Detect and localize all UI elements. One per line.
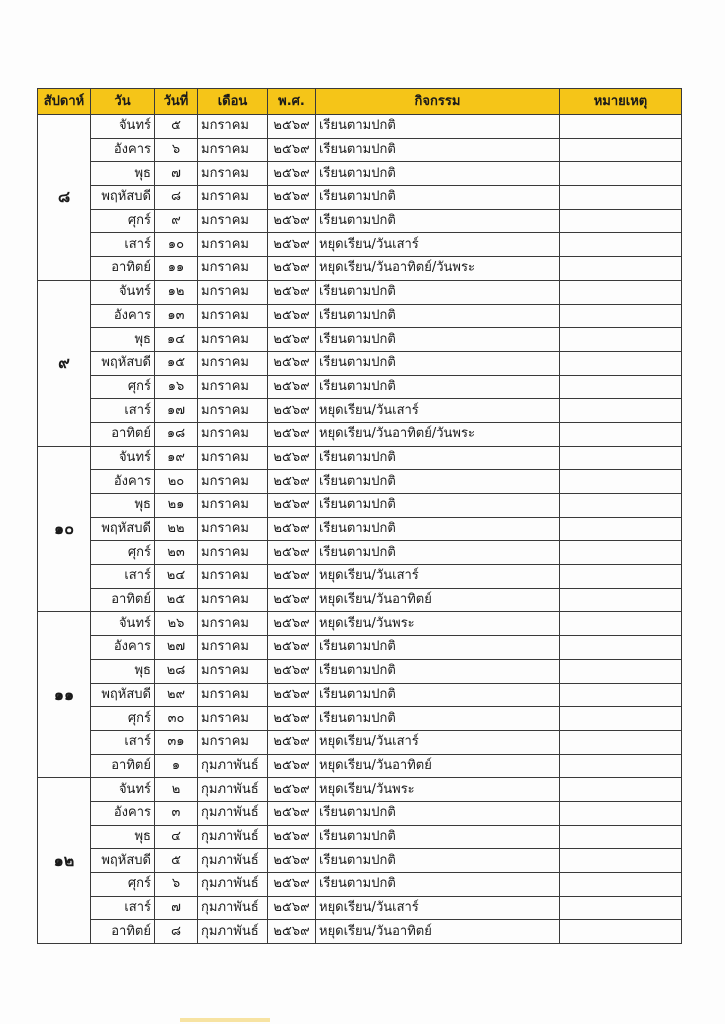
activity-cell: เรียนตามปกติ (316, 470, 560, 494)
note-cell (560, 470, 682, 494)
month-cell: มกราคม (198, 565, 268, 589)
activity-cell: เรียนตามปกติ (316, 138, 560, 162)
date-cell: ๒๘ (155, 659, 198, 683)
day-cell: ศุกร์ (91, 541, 155, 565)
day-cell: พฤหัสบดี (91, 517, 155, 541)
month-cell: มกราคม (198, 541, 268, 565)
day-cell: ศุกร์ (91, 707, 155, 731)
table-row (38, 825, 682, 849)
table-row (38, 233, 682, 257)
note-cell (560, 209, 682, 233)
table-row (38, 612, 682, 636)
day-cell: อังคาร (91, 636, 155, 660)
date-cell: ๒๑ (155, 494, 198, 518)
schedule-table (37, 88, 682, 944)
year-cell: ๒๕๖๙ (268, 280, 316, 304)
year-cell: ๒๕๖๙ (268, 517, 316, 541)
header-month: เดือน (198, 89, 268, 115)
note-cell (560, 849, 682, 873)
table-row (38, 707, 682, 731)
month-cell: มกราคม (198, 517, 268, 541)
month-cell: มกราคม (198, 707, 268, 731)
day-cell: อาทิตย์ (91, 754, 155, 778)
date-cell: ๖ (155, 873, 198, 897)
note-cell (560, 304, 682, 328)
month-cell: กุมภาพันธ์ (198, 849, 268, 873)
note-cell (560, 707, 682, 731)
date-cell: ๑๘ (155, 422, 198, 446)
month-cell: มกราคม (198, 470, 268, 494)
month-cell: กุมภาพันธ์ (198, 896, 268, 920)
day-cell: พฤหัสบดี (91, 186, 155, 210)
header-activity: กิจกรรม (316, 89, 560, 115)
date-cell: ๒๙ (155, 683, 198, 707)
year-cell: ๒๕๖๙ (268, 588, 316, 612)
month-cell: กุมภาพันธ์ (198, 920, 268, 944)
month-cell: มกราคม (198, 351, 268, 375)
month-cell: มกราคม (198, 683, 268, 707)
table-row (38, 636, 682, 660)
month-cell: มกราคม (198, 730, 268, 754)
table-row (38, 873, 682, 897)
activity-cell: เรียนตามปกติ (316, 659, 560, 683)
date-cell: ๘ (155, 920, 198, 944)
activity-cell: หยุดเรียน/วันเสาร์ (316, 399, 560, 423)
day-cell: พุธ (91, 494, 155, 518)
note-cell (560, 825, 682, 849)
table-row (38, 541, 682, 565)
activity-cell: เรียนตามปกติ (316, 328, 560, 352)
table-row (38, 304, 682, 328)
month-cell: มกราคม (198, 209, 268, 233)
header-day: วัน (91, 89, 155, 115)
year-cell: ๒๕๖๙ (268, 873, 316, 897)
year-cell: ๒๕๖๙ (268, 304, 316, 328)
day-cell: จันทร์ (91, 778, 155, 802)
date-cell: ๒๖ (155, 612, 198, 636)
activity-cell: เรียนตามปกติ (316, 494, 560, 518)
activity-cell: เรียนตามปกติ (316, 280, 560, 304)
day-cell: พฤหัสบดี (91, 351, 155, 375)
day-cell: พฤหัสบดี (91, 849, 155, 873)
month-cell: มกราคม (198, 138, 268, 162)
date-cell: ๖ (155, 138, 198, 162)
table-row (38, 565, 682, 589)
table-row (38, 801, 682, 825)
year-cell: ๒๕๖๙ (268, 683, 316, 707)
table-row (38, 778, 682, 802)
activity-cell: เรียนตามปกติ (316, 825, 560, 849)
table-row (38, 470, 682, 494)
note-cell (560, 399, 682, 423)
note-cell (560, 565, 682, 589)
activity-cell: หยุดเรียน/วันเสาร์ (316, 730, 560, 754)
note-cell (560, 778, 682, 802)
month-cell: มกราคม (198, 659, 268, 683)
year-cell: ๒๕๖๙ (268, 446, 316, 470)
date-cell: ๒๐ (155, 470, 198, 494)
year-cell: ๒๕๖๙ (268, 257, 316, 281)
day-cell: จันทร์ (91, 612, 155, 636)
month-cell: กุมภาพันธ์ (198, 825, 268, 849)
date-cell: ๒๗ (155, 636, 198, 660)
year-cell: ๒๕๖๙ (268, 186, 316, 210)
day-cell: พุธ (91, 825, 155, 849)
day-cell: อาทิตย์ (91, 422, 155, 446)
day-cell: ศุกร์ (91, 209, 155, 233)
header-date: วันที่ (155, 89, 198, 115)
activity-cell: หยุดเรียน/วันพระ (316, 778, 560, 802)
day-cell: พุธ (91, 162, 155, 186)
activity-cell: เรียนตามปกติ (316, 115, 560, 139)
day-cell: อังคาร (91, 801, 155, 825)
activity-cell: เรียนตามปกติ (316, 517, 560, 541)
year-cell: ๒๕๖๙ (268, 162, 316, 186)
activity-cell: เรียนตามปกติ (316, 873, 560, 897)
week-number-cell: ๑๒ (38, 778, 91, 944)
month-cell: กุมภาพันธ์ (198, 801, 268, 825)
year-cell: ๒๕๖๙ (268, 565, 316, 589)
note-cell (560, 612, 682, 636)
day-cell: เสาร์ (91, 896, 155, 920)
activity-cell: หยุดเรียน/วันเสาร์ (316, 565, 560, 589)
year-cell: ๒๕๖๙ (268, 138, 316, 162)
month-cell: มกราคม (198, 186, 268, 210)
note-cell (560, 351, 682, 375)
date-cell: ๗ (155, 162, 198, 186)
month-cell: มกราคม (198, 588, 268, 612)
year-cell: ๒๕๖๙ (268, 115, 316, 139)
note-cell (560, 494, 682, 518)
day-cell: อาทิตย์ (91, 257, 155, 281)
month-cell: มกราคม (198, 636, 268, 660)
date-cell: ๒ (155, 778, 198, 802)
table-row (38, 730, 682, 754)
month-cell: มกราคม (198, 115, 268, 139)
month-cell: มกราคม (198, 375, 268, 399)
activity-cell: เรียนตามปกติ (316, 351, 560, 375)
day-cell: พุธ (91, 328, 155, 352)
date-cell: ๔ (155, 825, 198, 849)
table-row (38, 209, 682, 233)
activity-cell: หยุดเรียน/วันเสาร์ (316, 896, 560, 920)
date-cell: ๓๐ (155, 707, 198, 731)
month-cell: มกราคม (198, 612, 268, 636)
table-row (38, 422, 682, 446)
header-week: สัปดาห์ (38, 89, 91, 115)
date-cell: ๒๒ (155, 517, 198, 541)
table-row (38, 896, 682, 920)
year-cell: ๒๕๖๙ (268, 659, 316, 683)
year-cell: ๒๕๖๙ (268, 351, 316, 375)
day-cell: เสาร์ (91, 399, 155, 423)
activity-cell: เรียนตามปกติ (316, 707, 560, 731)
date-cell: ๕ (155, 849, 198, 873)
month-cell: มกราคม (198, 446, 268, 470)
year-cell: ๒๕๖๙ (268, 801, 316, 825)
activity-cell: หยุดเรียน/วันเสาร์ (316, 233, 560, 257)
table-row (38, 659, 682, 683)
date-cell: ๕ (155, 115, 198, 139)
year-cell: ๒๕๖๙ (268, 825, 316, 849)
activity-cell: เรียนตามปกติ (316, 801, 560, 825)
day-cell: อาทิตย์ (91, 588, 155, 612)
activity-cell: หยุดเรียน/วันอาทิตย์/วันพระ (316, 257, 560, 281)
activity-cell: เรียนตามปกติ (316, 186, 560, 210)
day-cell: จันทร์ (91, 280, 155, 304)
date-cell: ๓๑ (155, 730, 198, 754)
note-cell (560, 541, 682, 565)
day-cell: ศุกร์ (91, 873, 155, 897)
month-cell: กุมภาพันธ์ (198, 873, 268, 897)
date-cell: ๑ (155, 754, 198, 778)
activity-cell: เรียนตามปกติ (316, 375, 560, 399)
day-cell: อังคาร (91, 304, 155, 328)
week-number-cell: ๑๐ (38, 446, 91, 612)
table-row (38, 754, 682, 778)
week-number-cell: ๙ (38, 280, 91, 446)
year-cell: ๒๕๖๙ (268, 541, 316, 565)
table-row (38, 849, 682, 873)
day-cell: เสาร์ (91, 233, 155, 257)
week-number-cell: ๑๑ (38, 612, 91, 778)
date-cell: ๒๓ (155, 541, 198, 565)
note-cell (560, 896, 682, 920)
activity-cell: เรียนตามปกติ (316, 162, 560, 186)
schedule-body (38, 115, 682, 944)
month-cell: มกราคม (198, 399, 268, 423)
header-row (38, 89, 682, 115)
date-cell: ๑๙ (155, 446, 198, 470)
table-row (38, 375, 682, 399)
year-cell: ๒๕๖๙ (268, 636, 316, 660)
table-row (38, 328, 682, 352)
year-cell: ๒๕๖๙ (268, 754, 316, 778)
day-cell: จันทร์ (91, 446, 155, 470)
date-cell: ๑๒ (155, 280, 198, 304)
month-cell: กุมภาพันธ์ (198, 754, 268, 778)
year-cell: ๒๕๖๙ (268, 375, 316, 399)
table-row (38, 257, 682, 281)
note-cell (560, 730, 682, 754)
note-cell (560, 588, 682, 612)
date-cell: ๑๑ (155, 257, 198, 281)
year-cell: ๒๕๖๙ (268, 778, 316, 802)
year-cell: ๒๕๖๙ (268, 209, 316, 233)
day-cell: อังคาร (91, 138, 155, 162)
note-cell (560, 422, 682, 446)
day-cell: พฤหัสบดี (91, 683, 155, 707)
year-cell: ๒๕๖๙ (268, 612, 316, 636)
year-cell: ๒๕๖๙ (268, 328, 316, 352)
year-cell: ๒๕๖๙ (268, 896, 316, 920)
date-cell: ๑๔ (155, 328, 198, 352)
date-cell: ๑๖ (155, 375, 198, 399)
table-row (38, 280, 682, 304)
day-cell: เสาร์ (91, 565, 155, 589)
month-cell: กุมภาพันธ์ (198, 778, 268, 802)
activity-cell: เรียนตามปกติ (316, 209, 560, 233)
day-cell: อาทิตย์ (91, 920, 155, 944)
note-cell (560, 115, 682, 139)
month-cell: มกราคม (198, 162, 268, 186)
date-cell: ๙ (155, 209, 198, 233)
year-cell: ๒๕๖๙ (268, 849, 316, 873)
table-row (38, 351, 682, 375)
activity-cell: เรียนตามปกติ (316, 683, 560, 707)
activity-cell: เรียนตามปกติ (316, 446, 560, 470)
date-cell: ๑๗ (155, 399, 198, 423)
date-cell: ๒๔ (155, 565, 198, 589)
table-row (38, 186, 682, 210)
table-row (38, 446, 682, 470)
activity-cell: หยุดเรียน/วันอาทิตย์ (316, 754, 560, 778)
activity-cell: หยุดเรียน/วันอาทิตย์ (316, 920, 560, 944)
table-row (38, 517, 682, 541)
note-cell (560, 138, 682, 162)
note-cell (560, 801, 682, 825)
table-row (38, 494, 682, 518)
date-cell: ๑๐ (155, 233, 198, 257)
table-row (38, 920, 682, 944)
day-cell: อังคาร (91, 470, 155, 494)
year-cell: ๒๕๖๙ (268, 422, 316, 446)
date-cell: ๗ (155, 896, 198, 920)
note-cell (560, 517, 682, 541)
note-cell (560, 162, 682, 186)
week-number-cell: ๘ (38, 115, 91, 281)
year-cell: ๒๕๖๙ (268, 730, 316, 754)
note-cell (560, 186, 682, 210)
table-row (38, 683, 682, 707)
month-cell: มกราคม (198, 233, 268, 257)
note-cell (560, 257, 682, 281)
table-row (38, 588, 682, 612)
day-cell: ศุกร์ (91, 375, 155, 399)
table-row (38, 138, 682, 162)
year-cell: ๒๕๖๙ (268, 920, 316, 944)
activity-cell: เรียนตามปกติ (316, 304, 560, 328)
year-cell: ๒๕๖๙ (268, 707, 316, 731)
note-cell (560, 683, 682, 707)
note-cell (560, 873, 682, 897)
month-cell: มกราคม (198, 304, 268, 328)
activity-cell: หยุดเรียน/วันอาทิตย์ (316, 588, 560, 612)
note-cell (560, 446, 682, 470)
table-row (38, 115, 682, 139)
note-cell (560, 659, 682, 683)
activity-cell: เรียนตามปกติ (316, 849, 560, 873)
table-row (38, 399, 682, 423)
month-cell: มกราคม (198, 257, 268, 281)
activity-cell: เรียนตามปกติ (316, 541, 560, 565)
header-note: หมายเหตุ (560, 89, 682, 115)
year-cell: ๒๕๖๙ (268, 233, 316, 257)
activity-cell: หยุดเรียน/วันอาทิตย์/วันพระ (316, 422, 560, 446)
month-cell: มกราคม (198, 280, 268, 304)
day-cell: เสาร์ (91, 730, 155, 754)
month-cell: มกราคม (198, 328, 268, 352)
note-cell (560, 754, 682, 778)
date-cell: ๑๕ (155, 351, 198, 375)
activity-cell: หยุดเรียน/วันพระ (316, 612, 560, 636)
date-cell: ๑๓ (155, 304, 198, 328)
year-cell: ๒๕๖๙ (268, 494, 316, 518)
note-cell (560, 280, 682, 304)
day-cell: จันทร์ (91, 115, 155, 139)
date-cell: ๓ (155, 801, 198, 825)
month-cell: มกราคม (198, 422, 268, 446)
scan-mark (180, 1018, 270, 1022)
day-cell: พุธ (91, 659, 155, 683)
month-cell: มกราคม (198, 494, 268, 518)
note-cell (560, 636, 682, 660)
date-cell: ๒๕ (155, 588, 198, 612)
note-cell (560, 920, 682, 944)
header-year: พ.ศ. (268, 89, 316, 115)
table-row (38, 162, 682, 186)
date-cell: ๘ (155, 186, 198, 210)
activity-cell: เรียนตามปกติ (316, 636, 560, 660)
note-cell (560, 233, 682, 257)
note-cell (560, 375, 682, 399)
year-cell: ๒๕๖๙ (268, 470, 316, 494)
note-cell (560, 328, 682, 352)
year-cell: ๒๕๖๙ (268, 399, 316, 423)
